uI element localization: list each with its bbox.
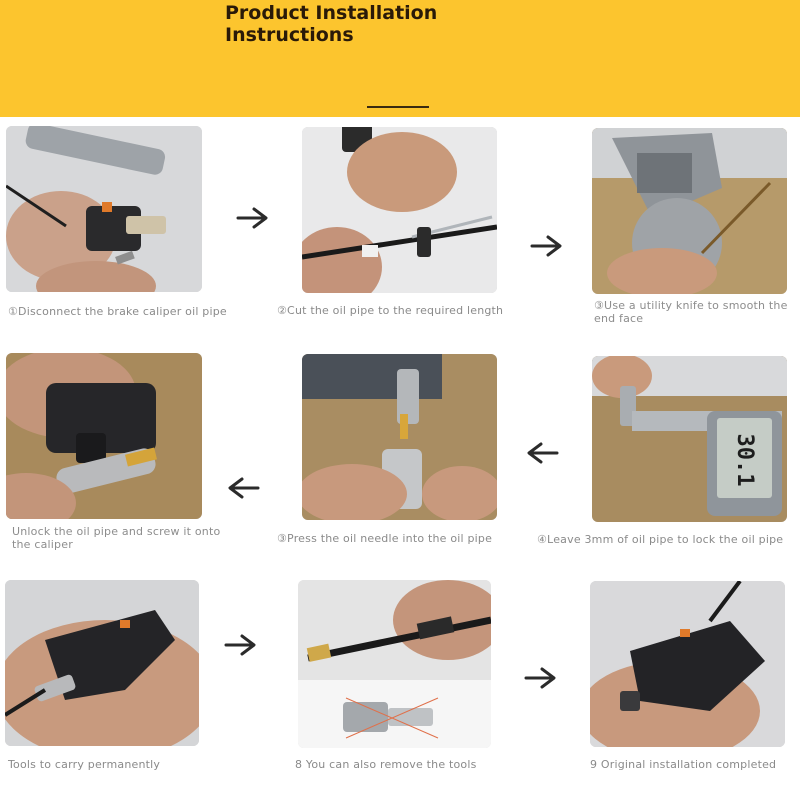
step-2-photo [302, 127, 497, 293]
step-5-photo [302, 354, 497, 520]
step-5-illustration [302, 354, 497, 520]
step-3-illustration [592, 128, 787, 294]
step-9-caption: 9 Original installation completed [590, 758, 777, 771]
header-divider [367, 106, 429, 108]
arrow-right-icon [524, 666, 558, 690]
step-2-caption: ②Cut the oil pipe to the required length [277, 304, 504, 317]
step-7-photo [5, 580, 199, 746]
arrow-right-icon [224, 633, 258, 657]
step-6-caption: ④Leave 3mm of oil pipe to lock the oil pipe [537, 533, 784, 546]
step-9-photo [590, 581, 785, 747]
page-title: Product Installation Instructions [225, 2, 438, 46]
step-7-caption: Tools to carry permanently [8, 758, 161, 771]
step-6-illustration [592, 356, 787, 522]
step-2-illustration [302, 127, 497, 293]
step-7-illustration [5, 580, 199, 746]
step-1-illustration [6, 126, 202, 292]
step-6-photo [592, 356, 787, 522]
arrow-right-icon [236, 206, 270, 230]
arrow-right-icon [530, 234, 564, 258]
step-9-illustration [590, 581, 785, 747]
step-1-caption: ①Disconnect the brake caliper oil pipe [8, 305, 227, 318]
step-1-photo [6, 126, 202, 292]
step-3-caption: ③Use a utility knife to smooth the end face [594, 299, 788, 325]
caliper-display: 30.1 [732, 433, 757, 487]
step-4-photo [6, 353, 202, 519]
arrow-left-icon [525, 441, 559, 465]
step-8-photo [298, 580, 491, 748]
arrow-left-icon [226, 476, 260, 500]
step-5-caption: ③Press the oil needle into the oil pipe [277, 532, 493, 545]
step-4-caption: Unlock the oil pipe and screw it onto the caliper [12, 525, 221, 551]
step-8-illustration [298, 580, 491, 748]
step-3-photo [592, 128, 787, 294]
step-4-illustration [6, 353, 202, 519]
step-8-caption: 8 You can also remove the tools [295, 758, 477, 771]
